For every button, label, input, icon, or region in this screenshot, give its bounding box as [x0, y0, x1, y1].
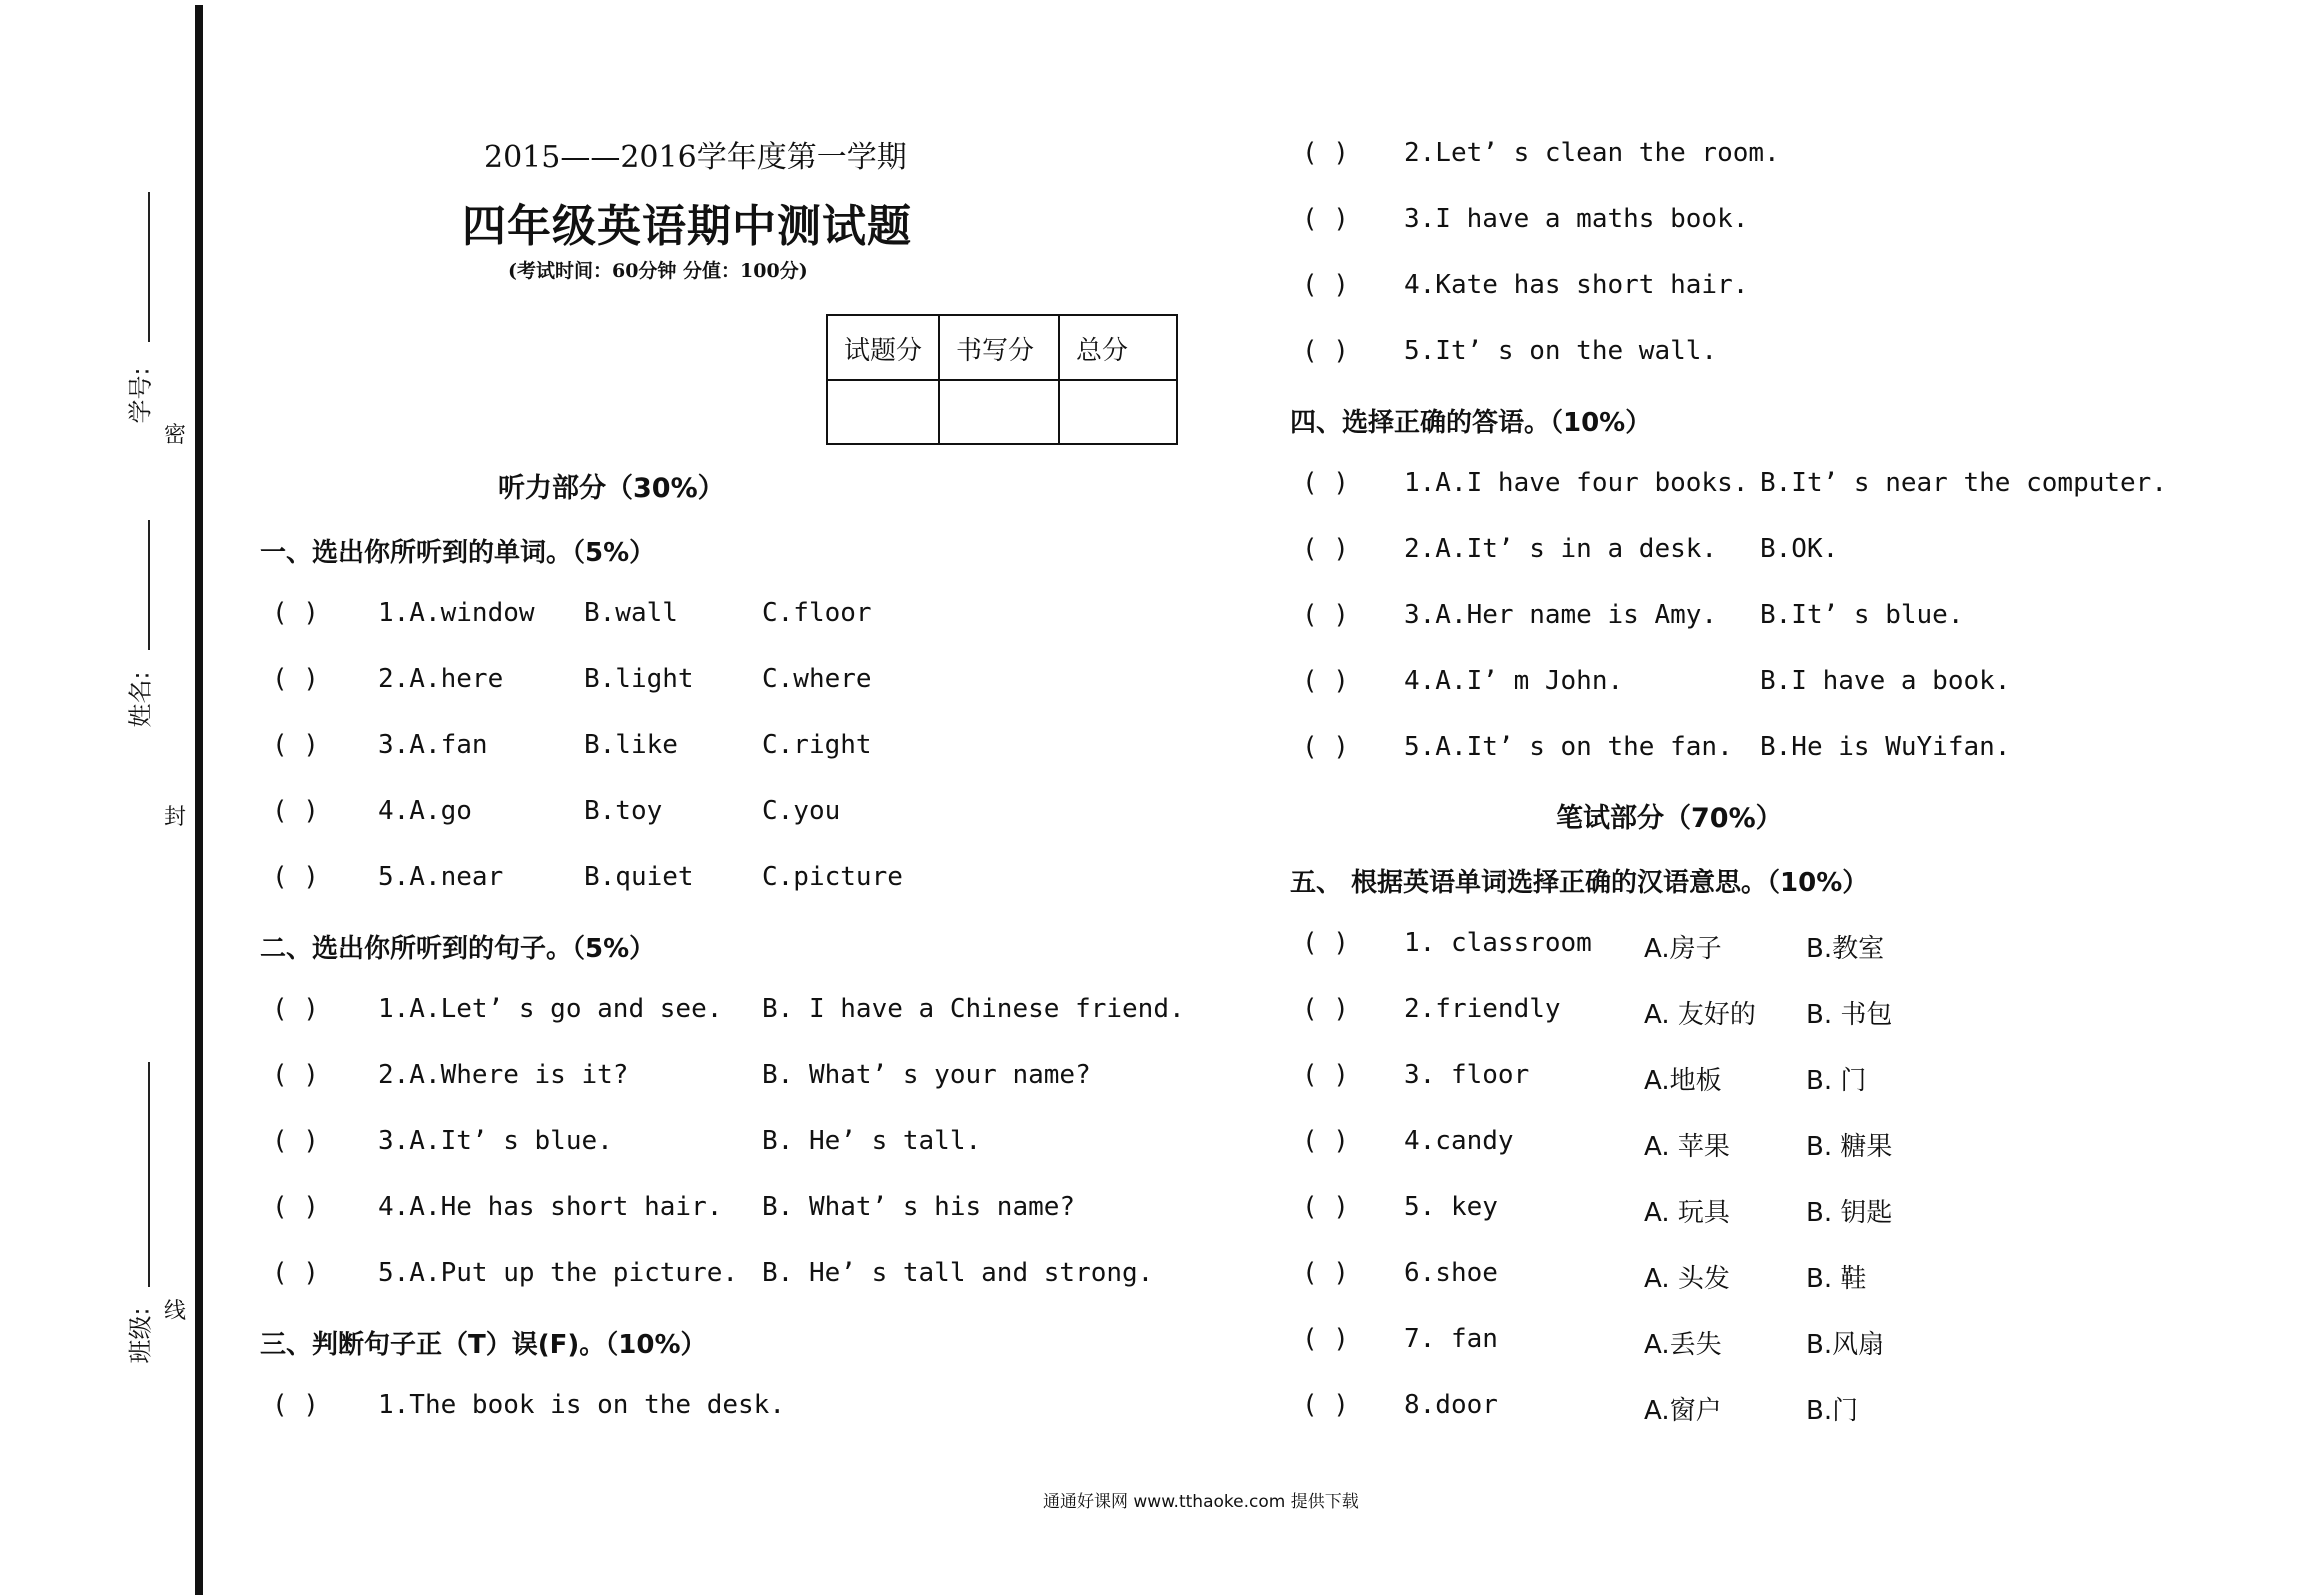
section-5-title: 五、 根据英语单词选择正确的汉语意思。（10%）: [1290, 868, 1869, 898]
option-b: B.light: [584, 664, 694, 694]
statement: 4.Kate has short hair.: [1404, 270, 1749, 300]
score-cell-writing[interactable]: [940, 381, 1060, 443]
option-c: C.floor: [762, 598, 872, 628]
option-b: B.toy: [584, 796, 663, 826]
option-b: B. 门: [1806, 1066, 1867, 1096]
seal-char-mi: 密: [164, 423, 187, 448]
answer-blank[interactable]: ( ): [1302, 994, 1349, 1024]
answer-blank[interactable]: ( ): [1302, 270, 1349, 300]
option-a: A. 头发: [1644, 1264, 1730, 1294]
footer-source: 通通好课网 www.tthaoke.com 提供下载: [1043, 1492, 1359, 1512]
answer-blank[interactable]: ( ): [272, 862, 319, 892]
seal-char-feng: 封: [164, 805, 187, 830]
word: 4.candy: [1404, 1126, 1514, 1156]
section-1-title: 一、选出你所听到的单词。（5%）: [260, 538, 656, 568]
answer-blank[interactable]: ( ): [1302, 534, 1349, 564]
option-b: B. I have a Chinese friend.: [762, 994, 1185, 1024]
word: 8.door: [1404, 1390, 1498, 1420]
option-c: C.you: [762, 796, 841, 826]
answer-blank[interactable]: ( ): [1302, 336, 1349, 366]
option-a: 5.A.Put up the picture.: [378, 1258, 739, 1288]
answer-blank[interactable]: ( ): [1302, 666, 1349, 696]
option-b: B. What’ s your name?: [762, 1060, 1091, 1090]
option-a: 5.A.near: [378, 862, 504, 892]
option-a: A. 苹果: [1644, 1132, 1730, 1162]
option-a: 5.A.It’ s on the fan.: [1404, 732, 1733, 762]
option-b: B.I have a book.: [1760, 666, 2011, 696]
answer-blank[interactable]: ( ): [272, 796, 319, 826]
score-header-writing: 书写分: [940, 316, 1060, 381]
option-b: B.He is WuYifan.: [1760, 732, 2011, 762]
option-a: A.地板: [1644, 1066, 1722, 1096]
blank-line-class: [148, 1062, 150, 1287]
option-c: C.picture: [762, 862, 903, 892]
option-b: B.like: [584, 730, 678, 760]
answer-blank[interactable]: ( ): [1302, 1126, 1349, 1156]
name-label: 姓名:: [126, 671, 155, 728]
score-header-questions: 试题分: [828, 316, 940, 381]
option-b: B.教室: [1806, 934, 1885, 964]
answer-blank[interactable]: ( ): [272, 730, 319, 760]
word: 2.friendly: [1404, 994, 1561, 1024]
answer-blank[interactable]: ( ): [1302, 1060, 1349, 1090]
option-a: 2.A.Where is it?: [378, 1060, 629, 1090]
score-header-total: 总分: [1060, 316, 1176, 381]
option-a: A. 玩具: [1644, 1198, 1730, 1228]
exam-title: 四年级英语期中测试题: [462, 201, 912, 252]
answer-blank[interactable]: ( ): [1302, 204, 1349, 234]
answer-blank[interactable]: ( ): [1302, 1258, 1349, 1288]
answer-blank[interactable]: ( ): [272, 1390, 319, 1420]
option-b: B.It’ s blue.: [1760, 600, 1964, 630]
statement: 2.Let’ s clean the room.: [1404, 138, 1780, 168]
answer-blank[interactable]: ( ): [1302, 928, 1349, 958]
option-b: B. 鞋: [1806, 1264, 1867, 1294]
option-a: 4.A.go: [378, 796, 472, 826]
option-b: B. 书包: [1806, 1000, 1893, 1030]
option-a: 3.A.fan: [378, 730, 488, 760]
option-b: B. 钥匙: [1806, 1198, 1893, 1228]
score-table: [826, 314, 1178, 445]
option-a: 1.A.I have four books.: [1404, 468, 1749, 498]
answer-blank[interactable]: ( ): [272, 598, 319, 628]
option-a: 1.A.Let’ s go and see.: [378, 994, 723, 1024]
answer-blank[interactable]: ( ): [1302, 468, 1349, 498]
option-b: B. What’ s his name?: [762, 1192, 1076, 1222]
blank-line-name: [148, 520, 150, 650]
option-b: B.wall: [584, 598, 678, 628]
listening-part-title: 听力部分（30%）: [498, 473, 725, 504]
option-a: 4.A.I’ m John.: [1404, 666, 1624, 696]
option-b: B.It’ s near the computer.: [1760, 468, 2167, 498]
answer-blank[interactable]: ( ): [1302, 732, 1349, 762]
statement: 5.It’ s on the wall.: [1404, 336, 1718, 366]
option-b: B.quiet: [584, 862, 694, 892]
answer-blank[interactable]: ( ): [272, 1126, 319, 1156]
answer-blank[interactable]: ( ): [1302, 1390, 1349, 1420]
answer-blank[interactable]: ( ): [1302, 600, 1349, 630]
answer-blank[interactable]: ( ): [272, 1258, 319, 1288]
seal-char-xian: 线: [164, 1299, 187, 1324]
option-b: B. 糖果: [1806, 1132, 1893, 1162]
option-a: 2.A.here: [378, 664, 504, 694]
option-a: A.窗户: [1644, 1396, 1722, 1426]
answer-blank[interactable]: ( ): [1302, 138, 1349, 168]
student-id-label: 学号:: [126, 367, 155, 424]
word: 5. key: [1404, 1192, 1498, 1222]
option-b: B.门: [1806, 1396, 1859, 1426]
word: 3. floor: [1404, 1060, 1530, 1090]
section-2-title: 二、选出你所听到的句子。（5%）: [260, 934, 656, 964]
answer-blank[interactable]: ( ): [272, 664, 319, 694]
exam-subtitle: (考试时间：60分钟 分值：100分): [508, 260, 808, 282]
option-a: 3.A.Her name is Amy.: [1404, 600, 1718, 630]
option-a: A.房子: [1644, 934, 1722, 964]
option-b: B. He’ s tall.: [762, 1126, 982, 1156]
option-a: 4.A.He has short hair.: [378, 1192, 723, 1222]
answer-blank[interactable]: ( ): [1302, 1324, 1349, 1354]
answer-blank[interactable]: ( ): [272, 994, 319, 1024]
statement: 3.I have a maths book.: [1404, 204, 1749, 234]
school-year: 2015——2016学年度第一学期: [484, 140, 907, 175]
score-cell-total[interactable]: [1060, 381, 1176, 443]
answer-blank[interactable]: ( ): [1302, 1192, 1349, 1222]
blank-line-student-id: [148, 192, 150, 342]
section-3-title: 三、判断句子正（T）误(F)。（10%）: [260, 1330, 707, 1360]
option-b: B. He’ s tall and strong.: [762, 1258, 1154, 1288]
answer-blank[interactable]: ( ): [272, 1192, 319, 1222]
score-cell-questions[interactable]: [828, 381, 940, 443]
word: 7. fan: [1404, 1324, 1498, 1354]
option-a: A. 友好的: [1644, 1000, 1756, 1030]
option-a: 3.A.It’ s blue.: [378, 1126, 613, 1156]
word: 6.shoe: [1404, 1258, 1498, 1288]
word: 1. classroom: [1404, 928, 1592, 958]
option-a: A.丢失: [1644, 1330, 1722, 1360]
option-a: 1.A.window: [378, 598, 535, 628]
option-c: C.right: [762, 730, 872, 760]
section-4-title: 四、选择正确的答语。（10%）: [1290, 408, 1652, 438]
option-b: B.OK.: [1760, 534, 1839, 564]
option-c: C.where: [762, 664, 872, 694]
option-a: 2.A.It’ s in a desk.: [1404, 534, 1718, 564]
option-b: B.风扇: [1806, 1330, 1885, 1360]
statement: 1.The book is on the desk.: [378, 1390, 785, 1420]
binding-bar: [195, 5, 203, 1595]
written-part-title: 笔试部分（70%）: [1556, 803, 1783, 834]
answer-blank[interactable]: ( ): [272, 1060, 319, 1090]
class-label: 班级:: [126, 1307, 155, 1364]
